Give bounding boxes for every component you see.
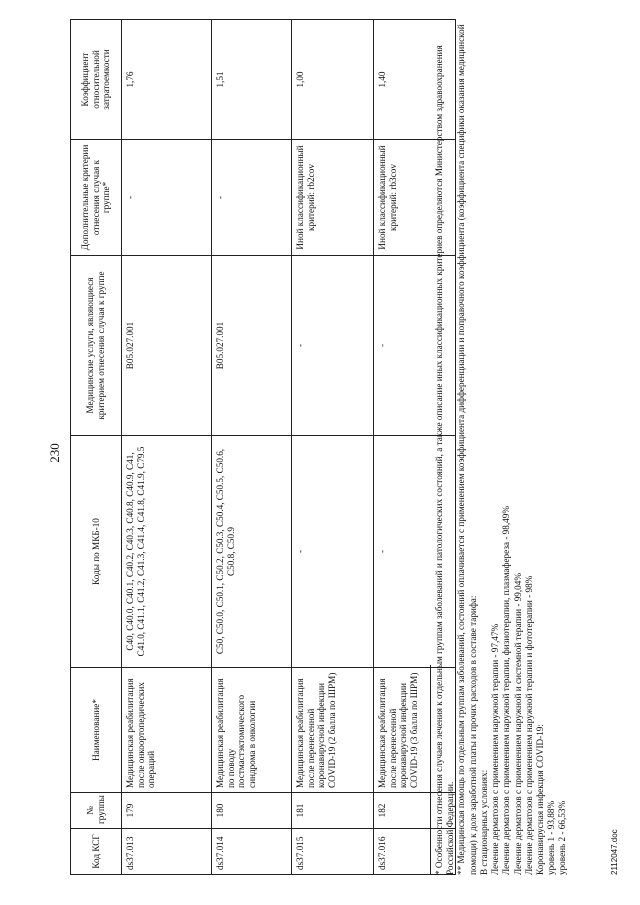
- footnote-line: Лечение дерматозов с применением наружной терапии, физиотерапии, плазмафереза - 98,49%: [501, 505, 512, 875]
- table-row: [122, 20, 212, 875]
- cell-services: В05.027.001: [212, 256, 292, 436]
- cell-criteria: Иной классификационный критерий: rb2cov: [292, 140, 374, 256]
- cell-services: -: [374, 256, 456, 436]
- document-id: 2112047.doc: [610, 829, 619, 875]
- header-name: Наименование*: [71, 668, 122, 793]
- cell-services: -: [292, 256, 374, 436]
- rotated-page-content: [70, 15, 630, 875]
- footnote-line: уровень 2 - 66,53%: [557, 800, 568, 875]
- page-number: 230: [47, 443, 62, 463]
- header-code: Код КСГ: [71, 829, 122, 875]
- footnotes: [430, 20, 569, 875]
- cell-criteria: -: [122, 140, 212, 256]
- table-row: [212, 20, 292, 875]
- cell-criteria: Иной классификационный критерий: rb3cov: [374, 140, 456, 256]
- footnote-line: В стационарных условиях:: [478, 769, 489, 875]
- footnote-line: Коронавирусная инфекция COVID-19:: [534, 724, 545, 875]
- footnote-separator: [430, 665, 431, 875]
- cell-group-number: 180: [212, 793, 292, 829]
- footnote-line: * Особенности отнесения случаев лечения к отдельным группам заболеваний и патологических состояний, а также описание иных классификационных критериев определяются Министерством здравоохранения Российской Федерации.: [434, 42, 456, 875]
- cell-coefficient: 1,40: [374, 20, 456, 140]
- cell-services: В05.027.001: [122, 256, 212, 436]
- footnote-line: Лечение дерматозов с применением наружной терапии и фототерапии - 98%: [523, 575, 534, 875]
- cell-group-number: 179: [122, 793, 212, 829]
- cell-mkb: С40, С40.0, С40.1, С40.2, С40.3, С40.8, С40.9, С41, С41.0, С41.1, С41.2, С41.3, С41.4, С41.8, С41.9, С79.5: [122, 436, 212, 668]
- cell-code: ds37.013: [122, 829, 212, 875]
- cell-group-number: 181: [292, 793, 374, 829]
- cell-group-number: 182: [374, 793, 456, 829]
- cell-code: ds37.015: [292, 829, 374, 875]
- header-coefficient: Коэффициент относительной затратоемкости: [71, 20, 122, 140]
- cell-mkb: -: [374, 436, 456, 668]
- footnote-line: Лечение дерматозов с применением наружной и системной терапии - 99,04%: [512, 572, 523, 875]
- cell-name: Медицинская реабилитация по поводу постмастэктомического синдрома в онкологии: [212, 668, 292, 793]
- cell-code: ds37.014: [212, 829, 292, 875]
- cell-name: Медицинская реабилитация после перенесенной коронавирусной инфекции COVID-19 (2 балла по ШРМ): [292, 668, 374, 793]
- header-services: Медицинские услуги, являющиеся критерием отнесения случая к группе: [71, 256, 122, 436]
- header-group-number: № группы: [71, 793, 122, 829]
- cell-mkb: С50, С50.0, С50.1, С50.2, С50.3, С50.4, С50.5, С50.6, С50.8, С50.9: [212, 436, 292, 668]
- header-mkb: Коды по МКБ-10: [71, 436, 122, 668]
- cell-coefficient: 1,51: [212, 20, 292, 140]
- cell-coefficient: 1,76: [122, 20, 212, 140]
- footnote-line: уровень 1 - 93,88%: [546, 800, 557, 875]
- table-header-row: [71, 20, 122, 875]
- table-row: [292, 20, 374, 875]
- cell-criteria: -: [212, 140, 292, 256]
- cell-code: ds37.016: [374, 829, 456, 875]
- footnote-line: Лечение дерматозов с применением наружной терапии - 97,47%: [490, 623, 501, 875]
- header-criteria: Дополнительные критерии отнесения случая к группе*: [71, 140, 122, 256]
- ksg-table: [70, 19, 456, 875]
- cell-name: Медицинская реабилитация после перенесенной коронавирусной инфекции COVID-19 (3 балла по ШРМ): [374, 668, 456, 793]
- cell-coefficient: 1,00: [292, 20, 374, 140]
- footnote-line: ** Медицинская помощь по отдельным группам заболеваний, состояний оплачивается с применением коэффициента дифференциации и поправочного коэффициента (коэффициента специфики оказания медицинской помощи) к доле заработной платы и прочих расходов в составе тарифа:: [456, 22, 478, 875]
- cell-name: Медицинская реабилитация после онкоортопедических операций: [122, 668, 212, 793]
- cell-mkb: -: [292, 436, 374, 668]
